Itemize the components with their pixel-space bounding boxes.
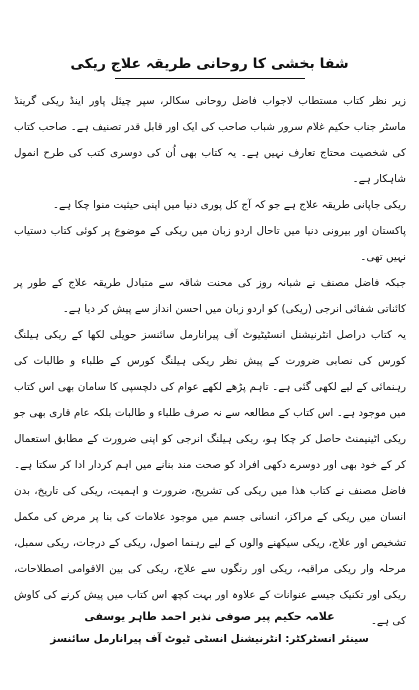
page-title: شفا بخشی کا روحانی طریقہ علاج ریکی (70, 56, 349, 72)
paragraph-urdu-availability: پاکستان اور بیرونی دنیا میں تاحال اردو زبان میں ریکی کے موضوع پر کوئی کتاب دستیاب نہیں تھی۔ (14, 225, 406, 263)
paragraph-book-purpose: یہ کتاب دراصل انٹرنیشنل انسٹیٹیوٹ آف پیرانارمل سائنسز حویلی لکھا کے ریکی ہیلنگ کورس کی نصابی ضرورت کے پیش نظر ریکی ہیلنگ کورس کے طلباء و طالبات کی رہنمائی کے لیے لکھی گئی ہے۔ تاہم پڑھے لکھے عوام کی دلچسپی کا سامان بھی اس کتاب میں موجود ہے۔ اس کتاب کے مطالعہ سے نہ صرف طلباء و طالبات بلکہ عام قاری بھی جو ریکی اٹینیمنٹ حاصل کر چکا ہو، ریکی ہیلنگ انرجی کو اپنی ضرورت کے مطابق استعمال کر کے خود بھی اور دوسرے دکھی افراد کو صحت مند بنانے میں اہم کردار ادا کر سکتا ہے۔ فاضل مصنف نے کتاب ھذا میں ریکی کی تشریح، ضرورت و اہمیت، ریکی کی تاریخ، بدن انسان میں ریکی کے مراکز، انسانی جسم میں موجود علامات کی بنا پر مرض کی مکمل تشخیص اور علاج، ریکی سیکھنے والوں کے لیے رہنما اصول، ریکی کے درجات، ریکی سمبل، مرحلہ وار ریکی مراقبہ، ریکی اور رنگوں سے علاج، ریکی کی بین الاقوامی اصطلاحات، ریکی اور تکنیک جیسے عنوانات کے علاوہ اور بہت کچھ اس کتاب میں پیش کرنے کی کاوش کی ہے۔ (14, 329, 406, 627)
document-body (14, 88, 406, 634)
paragraph-japanese-method: ریکی جاپانی طریقہ علاج ہے جو کہ آج کل پوری دنیا میں اپنی حیثیت منوا چکا ہے۔ (52, 199, 406, 211)
paragraph-intro: زیر نظر کتاب مستطاب لاجواب فاضل روحانی سکالر، سپر چیئل پاور اینڈ ریکی گرینڈ ماسٹر جناب حکیم غلام سرور شباب صاحب کی ایک اور قابل قدر تصنیف ہے۔ صاحب کتاب کی شخصیت محتاج تعارف نہیں ہے۔ یہ کتاب بھی اُن کی دوسری کتب کی طرح انمول شاہکار ہے۔ (14, 95, 406, 185)
signature-name: علامہ حکیم پیر صوفی نذیر احمد طاہر یوسفی (84, 610, 335, 623)
title-underline (115, 78, 305, 79)
paragraph-author-effort: جبکہ فاضل مصنف نے شبانہ روز کی محنت شاقہ سے متبادل طریقہ علاج کے طور پر کائناتی شفائی انرجی (ریکی) کو اردو زبان میں احسن انداز سے پیش کر دیا ہے۔ (14, 277, 406, 315)
signature-role: سینئر انسٹرکٹر: انٹرنیشنل انسٹی ٹیوٹ آف پیرانارمل سائنسز (50, 633, 369, 645)
